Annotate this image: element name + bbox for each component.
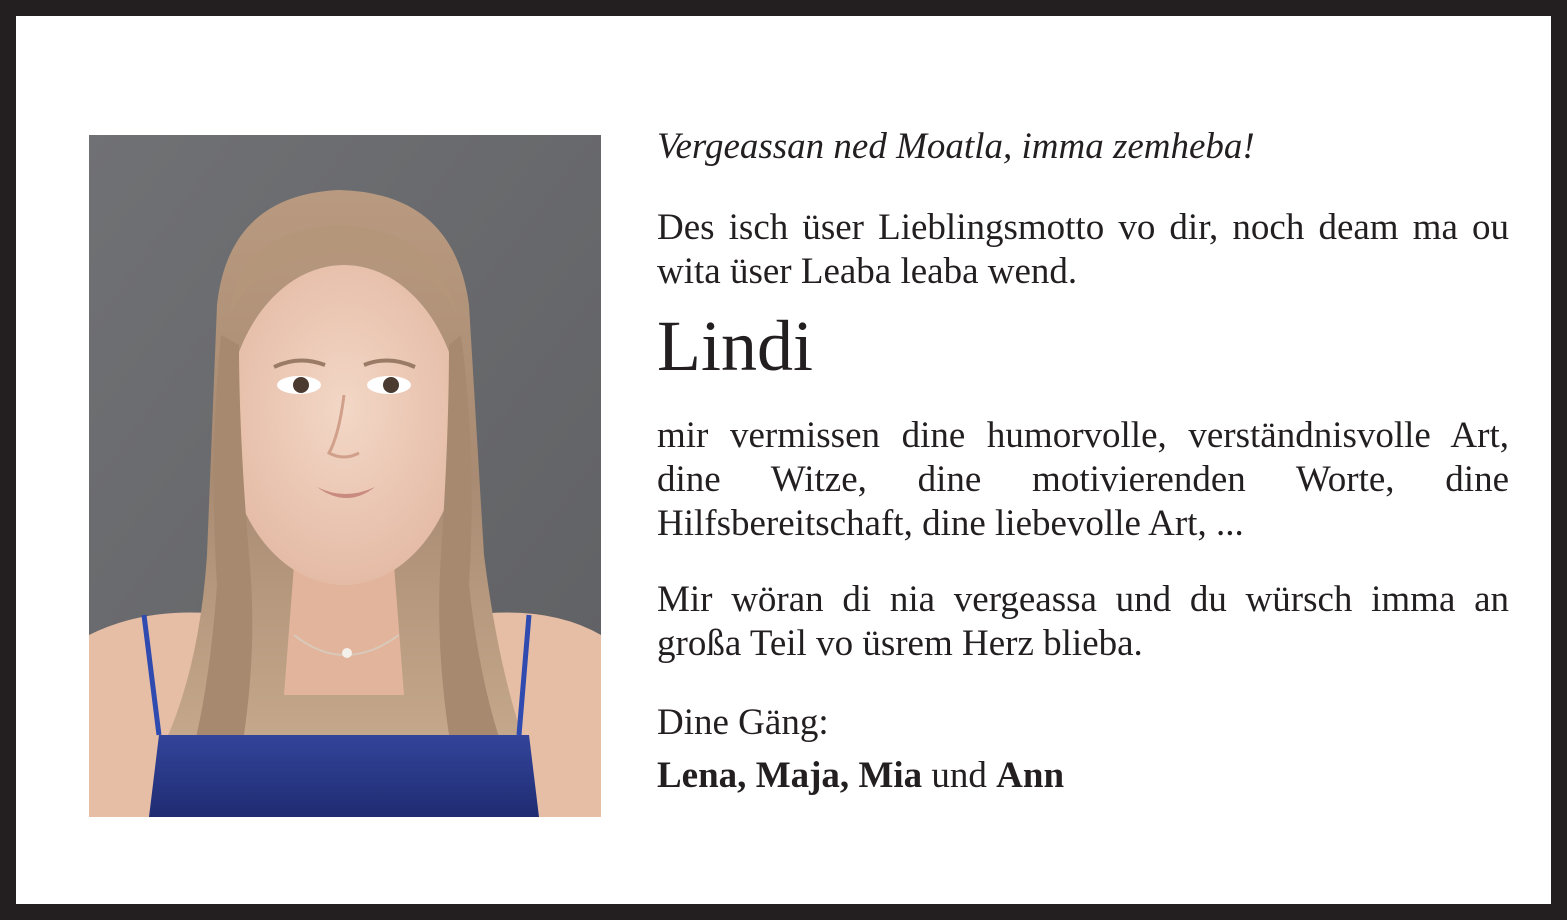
obituary-text: [657, 124, 1509, 802]
intro-paragraph: Des isch üser Lieblingsmotto vo dir, noch deam ma ou wita üser Leaba leaba wend.: [657, 207, 1509, 292]
memories-paragraph: mir vermissen dine humorvolle, verständnisvolle Art, dine Witze, dine motivierenden Worte, dine Hilfsbereitschaft, dine liebevolle Art, ...: [657, 415, 1509, 544]
deceased-name: Lindi: [657, 306, 813, 386]
signer-connector: und: [931, 755, 987, 796]
signer-name: Mia: [858, 755, 923, 796]
motto: Vergeassan ned Moatla, imma zemheba!: [657, 126, 1255, 167]
signer-name: Ann: [996, 755, 1065, 796]
signer-name: Lena,: [657, 755, 747, 796]
portrait-photo: [89, 135, 601, 817]
promise-paragraph: Mir wöran di nia vergeassa und du würsch imma an großa Teil vo üsrem Herz blieba.: [657, 579, 1509, 664]
portrait-illustration: [89, 135, 601, 817]
signers: [657, 750, 1509, 802]
signoff-label: Dine Gäng:: [657, 702, 829, 743]
signer-name: Maja,: [755, 755, 850, 796]
